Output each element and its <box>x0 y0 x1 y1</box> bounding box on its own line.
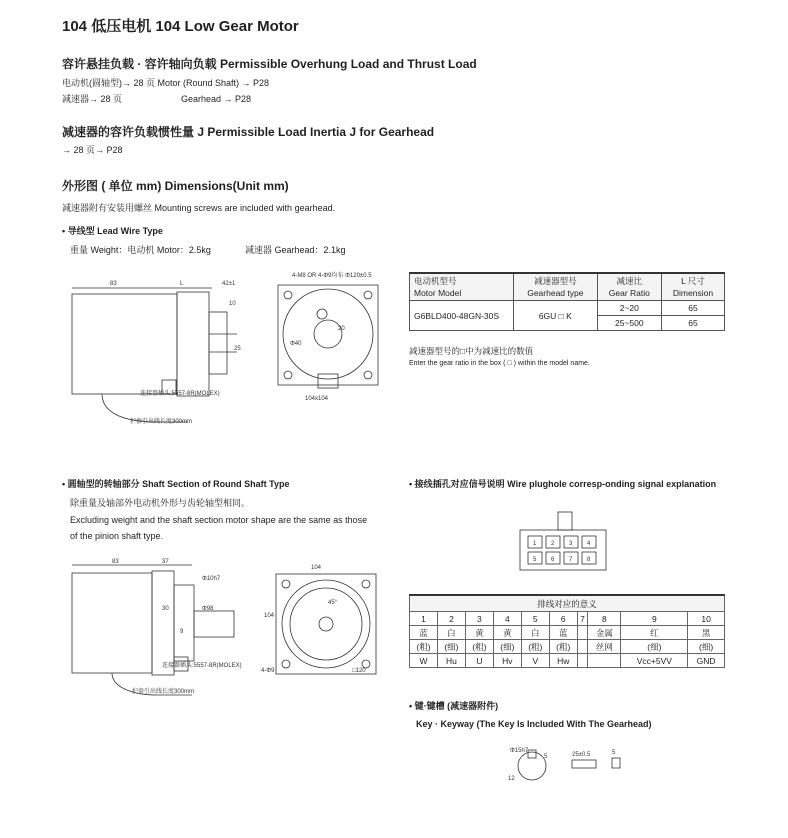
wire-color: 金属 <box>588 626 621 640</box>
pin-label: 3 <box>569 541 573 547</box>
pin-label: 1 <box>533 541 537 547</box>
round-shaft-cn: 除重量及轴部外电动机外形与齿轮轴型相同。 <box>70 498 251 508</box>
table-note-en: Enter the gear ratio in the box ( □ ) within the model name. <box>409 360 590 367</box>
wire-type: (粗) <box>549 640 577 654</box>
wire-table <box>409 594 725 668</box>
weight-motor: 重量 Weight：电动机 Motor：2.5kg <box>70 245 211 255</box>
wire-color <box>577 626 588 640</box>
dim-37-label: 37 <box>162 559 169 565</box>
dimensions-heading: 外形图 ( 单位 mm) Dimensions(Unit mm) <box>62 179 289 193</box>
dim-98-label: Φ98 <box>202 606 214 612</box>
wire-signal <box>577 654 588 668</box>
front-phi-label: Φ40 <box>290 341 302 347</box>
connector-pins-bottom <box>528 552 596 564</box>
wire-number: 4 <box>493 612 521 626</box>
wire-number: 5 <box>521 612 549 626</box>
connector-label: 连接器插头:5557-8R(MOLEX) <box>140 391 220 397</box>
lead-wire-heading: • 导线型 Lead Wire Type <box>62 226 163 236</box>
wire-signal: Hv <box>493 654 521 668</box>
wire-type: (粗) <box>410 640 438 654</box>
header-gearhead: 减速器型号 Gearhead type <box>514 273 598 301</box>
wire-signal: Hu <box>437 654 465 668</box>
wire-signal: W <box>410 654 438 668</box>
lead-wire-side-drawing <box>62 272 262 432</box>
pin-label: 5 <box>533 557 537 563</box>
load-heading: 容许悬挂负载 · 容许轴向负载 Permissible Overhung Load and Thrust Load <box>62 57 477 71</box>
wire-signal: U <box>465 654 493 668</box>
wire-type: (细) <box>621 640 688 654</box>
cell-motor-model: G6BLD400-48GN-30S <box>410 301 514 331</box>
pin-label: 8 <box>587 557 591 563</box>
dim-L-label: L <box>180 281 184 287</box>
wire-number: 7 <box>577 612 588 626</box>
cell-ratio: 2~20 <box>597 301 661 316</box>
dim-42-label: 42±1 <box>222 281 236 287</box>
page-title: 104 低压电机 104 Low Gear Motor <box>62 18 299 35</box>
key-12-label: 12 <box>508 776 515 782</box>
wire-table-title: 排线对应的意义 <box>410 595 725 612</box>
connector-label: 连接器插头:5557-8R(MOLEX) <box>162 663 242 669</box>
wire-signal: Hw <box>549 654 577 668</box>
front-top-label: 4-M8 OR 4-Φ9均布 Φ120±0.5 <box>292 273 372 279</box>
front-side-label: 104 <box>264 613 275 619</box>
wire-signal: Vcc+5VV <box>621 654 688 668</box>
dim-83-label: 83 <box>110 281 117 287</box>
lead-length-label: 护套引出线长度300mm <box>130 419 193 425</box>
wire-color: 白 <box>521 626 549 640</box>
dim-10-label: 10 <box>229 301 236 307</box>
cell-dim: 65 <box>661 316 724 331</box>
inertia-ref: → 28 页→ P28 <box>62 145 123 155</box>
screws-note: 减速器附有安装用螺丝 Mounting screws are included with gearhead. <box>62 203 336 213</box>
round-shaft-en2: of the pinion shaft type. <box>70 531 164 541</box>
front-20-label: 20 <box>338 326 345 332</box>
dim-10h7-label: Φ10h7 <box>202 576 221 582</box>
wire-number: 9 <box>621 612 688 626</box>
wire-signal: GND <box>688 654 725 668</box>
wire-color: 黑 <box>688 626 725 640</box>
cell-ratio: 25~500 <box>597 316 661 331</box>
dim-25-label: 25 <box>234 346 241 352</box>
front-top-label: 104 <box>311 565 322 571</box>
key-25-label: 25±0.5 <box>572 752 591 758</box>
gear-ref-en: Gearhead → P28 <box>181 94 252 104</box>
dim-30-label: 30 <box>162 606 169 612</box>
header-dimension: L 尺寸 Dimension <box>661 273 724 301</box>
front-bottom-label: 104x104 <box>305 396 329 402</box>
round-shaft-side-drawing <box>62 555 272 725</box>
wire-signal <box>588 654 621 668</box>
wire-type <box>577 640 588 654</box>
key-drawing <box>500 742 640 792</box>
wire-color: 黄 <box>493 626 521 640</box>
round-shaft-heading: • 圆轴型的转轴部分 Shaft Section of Round Shaft Type <box>62 479 290 489</box>
pin-label: 4 <box>587 541 591 547</box>
wire-color: 黄 <box>465 626 493 640</box>
connector-diagram <box>516 510 610 574</box>
pin-label: 2 <box>551 541 555 547</box>
header-motor-model: 电动机型号 Motor Model <box>410 273 514 301</box>
motor-ref: 电动机(圆轴型)→ 28 页 Motor (Round Shaft) → P28 <box>62 78 270 88</box>
front-45-label: 45° <box>328 600 338 606</box>
wire-type: (细) <box>493 640 521 654</box>
wire-number: 8 <box>588 612 621 626</box>
wire-number: 10 <box>688 612 725 626</box>
wire-number: 3 <box>465 612 493 626</box>
wire-color: 蓝 <box>549 626 577 640</box>
key-5b-label: 5 <box>612 750 616 756</box>
wire-heading: • 接线插孔对应信号说明 Wire plughole corresp-onding signal explanation <box>409 479 717 489</box>
wire-type: (细) <box>688 640 725 654</box>
round-shaft-en1: Excluding weight and the shaft section motor shape are the same as those <box>70 515 368 525</box>
dim-9-label: 9 <box>180 629 184 635</box>
wire-type: (粗) <box>521 640 549 654</box>
key-subheading: Key · Keyway (The Key Is Included With The Gearhead) <box>416 719 652 729</box>
cell-dim: 65 <box>661 301 724 316</box>
key-phi-label: Φ15h7 <box>510 748 529 754</box>
wire-number: 1 <box>410 612 438 626</box>
dim-83-label: 83 <box>112 559 119 565</box>
lead-length-label: 护套引出线长度300mm <box>132 689 195 695</box>
connector-pins-top <box>528 536 596 548</box>
front-square-label: □120 <box>352 668 366 674</box>
gear-ref-cn: 减速器→ 28 页 <box>62 94 123 104</box>
table-note-cn: 减速器型号的□中为减速比的数值 <box>409 346 534 356</box>
wire-type: (细) <box>437 640 465 654</box>
lead-wire-front-drawing <box>270 270 395 410</box>
model-table <box>409 272 725 331</box>
pin-label: 6 <box>551 557 555 563</box>
wire-color: 红 <box>621 626 688 640</box>
key-5a-label: 5 <box>544 754 548 760</box>
round-shaft-front-drawing <box>256 562 386 682</box>
wire-signal: V <box>521 654 549 668</box>
wire-type: (粗) <box>465 640 493 654</box>
wire-color: 白 <box>437 626 465 640</box>
weight-gear: 减速器 Gearhead：2.1kg <box>245 245 346 255</box>
wire-type: 丝网 <box>588 640 621 654</box>
header-ratio: 减速比 Gear Ratio <box>597 273 661 301</box>
key-heading: • 键·键槽 (减速器附件) <box>409 701 499 711</box>
wire-color: 蓝 <box>410 626 438 640</box>
wire-number: 6 <box>549 612 577 626</box>
pin-label: 7 <box>569 557 573 563</box>
inertia-heading: 减速器的容许负载惯性量 J Permissible Load Inertia J for Gearhead <box>62 125 435 139</box>
cell-gearhead: 6GU □ K <box>514 301 598 331</box>
front-holes-label: 4-Φ9 <box>261 668 275 674</box>
wire-number: 2 <box>437 612 465 626</box>
